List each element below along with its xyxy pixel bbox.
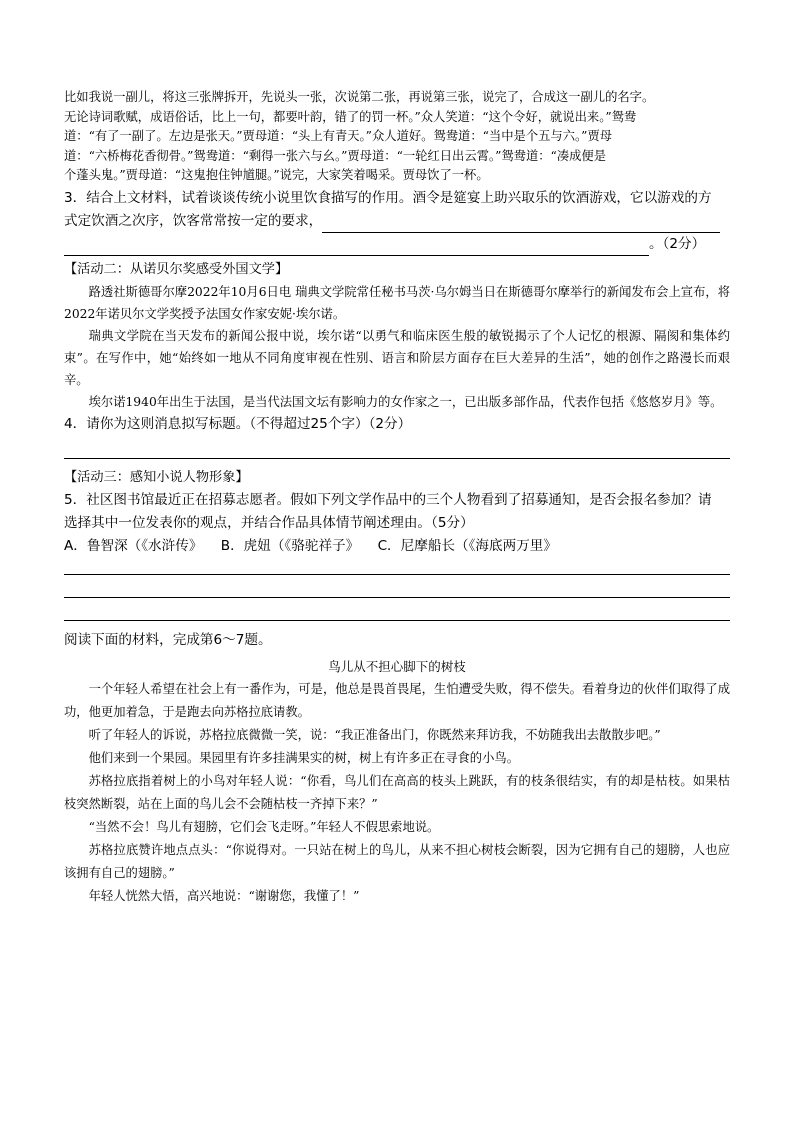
story-paragraph: 听了年轻人的诉说，苏格拉底微微一笑，说：“我正准备出门，你既然来拜访我，不妨随我出去散散步吧。” [88,727,661,742]
story-paragraph: 苏格拉底赞许地点点头：“你说得对。一只站在树上的鸟儿，从来不担心树枝会断裂，因为它拥有自己的翅膀，人也应该拥有自己的翅膀。” [64,842,730,880]
answer-line-5[interactable] [64,575,730,598]
worksheet-page [64,88,730,908]
story-paragraph: 一个年轻人希望在社会上有一番作为，可是，他总是畏首畏尾，生怕遭受失败，得不偿失。看着身边的伙伴们取得了成功，他更加着急，于是跑去向苏格拉底请教。 [64,681,730,719]
question-3 [64,187,730,256]
question-3-text: 3．结合上文材料，试着谈谈传统小说里饮食描写的作用。酒令是筵宴上助兴取乐的饮酒游戏，它以游戏的方 [64,189,712,206]
activity-2-heading: 【活动二：从诺贝尔奖感受外国文学】 [64,261,289,277]
story-paragraph: 他们来到一个果园。果园里有许多挂满果实的树，树上有许多正在寻食的小鸟。 [88,750,519,765]
passage-excerpt [64,88,730,186]
option-a: A．鲁智深（《水浒传》 [64,537,203,554]
question-3-text-2: 式定饮酒之次序，饮客常常按一定的要求， [64,212,323,229]
passage-line: 比如我说一副儿，将这三张牌拆开，先说头一张，次说第二张，再说第三张，说完了，合成这一副儿的名字。 [64,90,655,104]
question-3-line2 [64,210,730,233]
activity-3-heading: 【活动三：感知小说人物形象】 [64,469,249,485]
passage-line: 个蓬头鬼。”贾母道：“这鬼抱住钟馗腿。”说完，大家笑着喝采。贾母饮了一杯。 [64,168,489,182]
answer-blank-3a[interactable] [322,214,720,233]
news-article [64,281,730,413]
question-4-text: 4．请你为这则消息拟写标题。（不得超过25个字）（2分） [64,415,412,432]
option-b: B．虎妞（《骆驼祥子》 [220,537,360,554]
story-paragraph: 苏格拉底指着树上的小鸟对年轻人说：“你看，鸟儿们在高高的枝头上跳跃，有的枝条很结实，有的却是枯枝。如果枯枝突然断裂，站在上面的鸟儿会不会随枯枝一齐掉下来？” [64,773,730,811]
passage-line: 道：“六桥梅花香彻骨。”鸳鸯道：“剩得一张六与幺。”贾母道：“一轮红日出云霄。”鸳鸯道：“凑成便是 [64,148,607,163]
news-paragraph: 埃尔诺1940年出生于法国，是当代法国文坛有影响力的女作家之一，已出版多部作品，代表作包括《悠悠岁月》等。 [88,394,723,409]
story-paragraph: 年轻人恍然大悟，高兴地说：“谢谢您，我懂了！” [88,888,360,903]
story-paragraph: “当然不会！鸟儿有翅膀，它们会飞走呀。”年轻人不假思索地说。 [88,819,440,834]
question-5-text-2: 选择其中一位发表你的观点，并结合作品具体情节阐述理由。（5分） [64,514,474,531]
news-paragraph: 瑞典文学院在当天发布的新闻公报中说，埃尔诺“以勇气和临床医生般的敏锐揭示了个人记忆的根源、隔阂和集体约束”。在写作中，她“始终如一地从不同角度审视在性别、语言和阶层方面存在巨大差异的生活”，她的创作之路漫长而艰辛。 [64,328,730,387]
answer-line-4[interactable] [64,436,730,459]
story-title: 鸟儿从不担心脚下的树枝 [328,658,466,674]
story-body [64,678,730,908]
answer-line-5[interactable] [64,558,730,575]
question-3-score: 。（2分） [649,235,706,252]
question-3-line3 [64,233,730,256]
option-c: C．尼摩船长（《海底两万里》 [377,537,557,554]
question-5-text: 5．社区图书馆最近正在招募志愿者。假如下列文学作品中的三个人物看到了招募通知，是否会报名参加？请 [64,491,712,508]
passage-line: 道：“有了一副了。左边是张天。”贾母道：“头上有青天。”众人道好。鸳鸯道：“当中是个五与六。”贾母 [64,129,613,143]
news-paragraph: 路透社斯德哥尔摩2022年10月6日电 瑞典文学院常任秘书马茨·乌尔姆当日在斯德哥尔摩举行的新闻发布会上宣布，将2022年诺贝尔文学奖授予法国女作家安妮·埃尔诺。 [64,284,730,321]
passage-line: 无论诗词歌赋，成语俗话，比上一句，都要叶韵，错了的罚一杯。”众人笑道：“这个令好，就说出来。”鸳鸯 [64,109,637,124]
answer-line-5[interactable] [64,598,730,621]
question-5-options [64,535,730,558]
answer-blank-3b[interactable] [64,237,649,256]
reading-instruction: 阅读下面的材料，完成第6～7题。 [64,631,272,648]
